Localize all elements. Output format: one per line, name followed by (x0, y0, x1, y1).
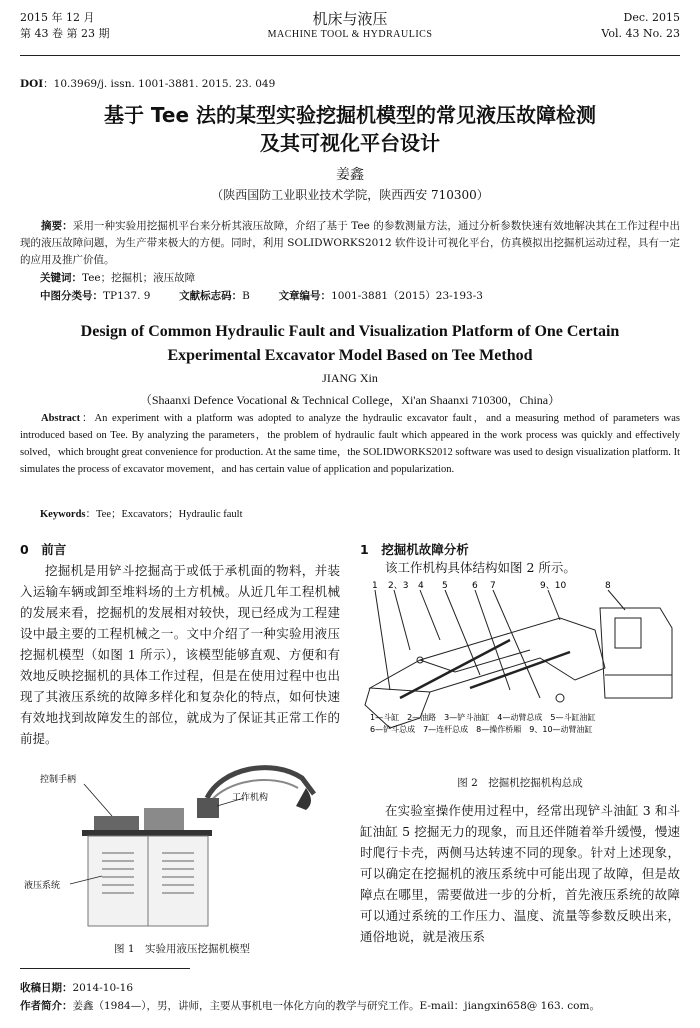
fig2-leader-2 (394, 590, 410, 650)
header-center (150, 8, 550, 40)
fig2-num-9-10: 9、10 (540, 581, 567, 591)
keywords-en-label: Keywords (40, 509, 86, 520)
fig2-leader-1 (375, 590, 390, 690)
journal-name-en: MACHINE TOOL & HYDRAULICS (267, 29, 433, 40)
doi-value: ：10.3969/j. issn. 1001-3881. 2015. 23. 049 (43, 78, 276, 90)
clc-label: 中图分类号： (40, 290, 103, 302)
fig2-num-7: 7 (490, 581, 496, 591)
abstract-cn (20, 218, 680, 269)
fig1-label-handle: 控制手柄 (40, 775, 77, 785)
fig2-num-4: 4 (418, 581, 424, 591)
keywords-cn (40, 270, 195, 287)
abstract-cn-text: 采用一种实验用挖掘机平台来分析其液压故障，介绍了基于 Tee 的参数测量方法，通过分析参数快速有效地解决其在工作过程中出现的液压故障问题，为生产带来极大的方便。同时，利用 SOLIDWORKS2012 软件设计可视化平台，仿真模拟出挖掘机运动过程，具有一定的应用及推广价值。 (20, 220, 681, 266)
fig2-num-1: 1 (372, 581, 378, 591)
classification-line (40, 288, 483, 305)
article-id-label: 文章编号： (278, 290, 332, 302)
header-left (20, 10, 109, 42)
author-en: JIANG Xin (322, 371, 378, 385)
fig2-num-2-3: 2、3 (388, 581, 409, 591)
fig2-cab (600, 608, 672, 698)
fig1-tabletop (82, 830, 212, 836)
abstract-en-text: ：An experiment with a platform was adopted to analyze the hydraulic excavator fault，and a measuring method of parameters was introduced based on Tee. By analyzing the parameters，the problem of hydraulic fault which appeared in the work process was quickly and effectively solved，which brought great convenience for production. At the same time，the SOLIDWORKS2012 software was used to design visualization platform. It simulates the process of excavator movement，and has certain value of application and popularization. (20, 413, 680, 475)
fig1-label-work: 工作机构 (232, 793, 269, 803)
fig2-leader-4 (420, 590, 440, 640)
affiliation-en: （Shaanxi Defence Vocational & Technical College，Xi'an Shaanxi 710300，China） (139, 393, 561, 407)
figure-1-excavator-model (22, 758, 342, 930)
doi-line (20, 76, 275, 91)
figure-1-caption: 图 1 实验用液压挖掘机模型 (113, 943, 251, 955)
author-cn: 姜鑫 (336, 167, 364, 183)
title-cn-line2: 及其可视化平台设计 (260, 131, 440, 155)
title-cn-line1: 基于 Tee 法的某型实验挖掘机模型的常见液压故障检测 (103, 103, 597, 127)
title-en-line2: Experimental Excavator Model Based on Tee Method (167, 347, 533, 364)
fig2-bucket-cylinder (400, 640, 510, 698)
received-label: 收稿日期： (20, 982, 73, 994)
volume-issue-en: Vol. 43 No. 23 (601, 27, 680, 40)
doi-label: DOI (20, 78, 44, 90)
article-id-value: 1001-3881（2015）23-193-3 (331, 290, 483, 302)
abstract-en-label: Abstract (41, 413, 81, 424)
fig2-cab-window (615, 618, 641, 648)
fig1-leader-handle (84, 784, 112, 816)
fig2-boom-cylinder (470, 652, 570, 688)
figure-2-caption: 图 2 挖掘机挖掘机构总成 (457, 777, 583, 789)
fig2-legend-line1: 1—斗缸 2—油路 3—铲斗油缸 4—动臂总成 5—斗缸油缸 (370, 713, 596, 722)
clc-value: TP137. 9 (103, 290, 151, 302)
keywords-cn-text: Tee；挖掘机；液压故障 (82, 272, 196, 284)
title-en (20, 320, 680, 368)
fig2-leader-8 (608, 590, 625, 610)
footnote-rule (20, 968, 190, 969)
received-date (20, 980, 133, 997)
fig2-num-8: 8 (605, 581, 611, 591)
fig2-arm-link (420, 650, 530, 672)
header-right (601, 10, 680, 42)
figure-2-excavator-mechanism (360, 580, 680, 748)
fig1-label-hydraulic: 液压系统 (24, 881, 61, 891)
header-rule (20, 55, 680, 56)
fig2-num-6: 6 (472, 581, 478, 591)
fig1-bucket (296, 788, 311, 810)
issue-date: 2015 年 12 月 (20, 11, 95, 24)
keywords-en (40, 506, 243, 523)
fig2-leader-5 (445, 590, 480, 675)
abstract-cn-label: 摘要： (41, 220, 73, 232)
section-1-intro: 该工作机构具体结构如图 2 所示。 (385, 560, 576, 575)
fig1-control-unit (94, 816, 139, 830)
keywords-en-text: ：Tee；Excavators；Hydraulic fault (85, 509, 243, 520)
affiliation-cn: （陕西国防工业职业技术学院，陕西西安 710300） (211, 188, 489, 202)
author-bio (20, 998, 680, 1015)
fig2-num-5: 5 (442, 581, 448, 591)
bio-label: 作者简介： (20, 1000, 73, 1012)
fig2-pivot (556, 694, 564, 702)
section-1-paragraph: 在实验室操作使用过程中，经常出现铲斗油缸 3 和斗缸油缸 5 挖掘无力的现象，而且还伴随着举升缓慢，慢速时爬行卡壳，两侧马达转速不同的现象。针对上述现象，可以确定在挖掘机的液压系统中可能出现了故障，但是故障点在哪里，需要做进一步的分析，首先液压系统的故障可以通过系统的工作压力、温度、流量等参数反映出来，通俗地说，就是液压系 (360, 803, 680, 944)
fig1-arm-base (197, 798, 219, 818)
fig2-legend-line2: 6—铲斗总成 7—连杆总成 8—操作桥厢 9、10—动臂油缸 (370, 725, 593, 734)
fig1-motor (144, 808, 184, 830)
journal-name-cn: 机床与液压 (312, 10, 388, 28)
bio-text: 姜鑫（1984—），男，讲师，主要从事机电一体化方向的教学与研究工作。E-mail：jiangxin658@ 163. com。 (72, 1000, 600, 1012)
section-0-paragraph: 挖掘机是用铲斗挖掘高于或低于承机面的物料，并装入运输车辆或卸至堆料场的土方机械。从近几年工程机械的发展来看，挖掘机的发展相对较快，现已经成为工程建设中最主要的工程机械之一。文中介绍了一种实验用液压挖掘机模型（如图 1 所示），该模型能够直观、方便和有效地反映挖掘机的具体工作过程，但是在使用过程中也出现了其液压系统的故障多样化和复杂化的特点，如何快速有效地找到故障发生的部位，就成为了保证其正常工作的前提。 (20, 563, 340, 746)
received-value: 2014-10-16 (72, 982, 134, 994)
issue-date-en: Dec. 2015 (623, 11, 680, 24)
keywords-cn-label: 关键词： (40, 272, 82, 284)
title-en-line1: Design of Common Hydraulic Fault and Visualization Platform of One Certain (80, 323, 620, 340)
fig2-bucket (365, 688, 430, 728)
section-1-heading: 1 挖掘机故障分析 (360, 542, 469, 557)
fig2-leader-9 (548, 590, 560, 620)
title-cn (20, 101, 680, 157)
section-0-heading: 0 前言 (20, 542, 67, 557)
doc-code-value: B (242, 290, 250, 302)
volume-issue-cn: 第 43 卷 第 23 期 (20, 27, 110, 40)
abstract-en (20, 410, 680, 478)
doc-code-label: 文献标志码： (179, 290, 243, 302)
